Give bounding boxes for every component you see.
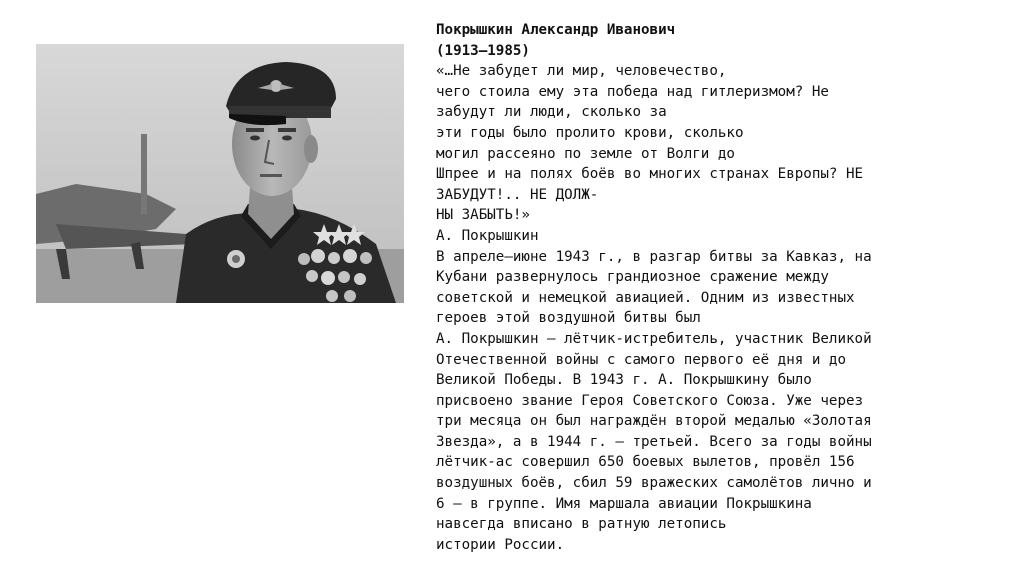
body-line: три месяца он был награждён второй медалью «Золотая bbox=[436, 413, 872, 430]
quote bbox=[436, 61, 996, 226]
quote-line: забудут ли люди, сколько за bbox=[436, 104, 667, 121]
quote-line: могил рассеяно по земле от Волги до bbox=[436, 145, 735, 162]
body-line: Кубани развернулось грандиозное сражение между bbox=[436, 269, 829, 286]
portrait-photo-icon bbox=[36, 44, 404, 303]
quote-line: «…Не забудет ли мир, человечество, bbox=[436, 63, 727, 80]
body-line: Великой Победы. В 1943 г. А. Покрышкину было bbox=[436, 372, 812, 389]
body-line: присвоено звание Героя Советского Союза. Уже через bbox=[436, 392, 864, 409]
body-line: героев этой воздушной битвы был bbox=[436, 310, 701, 327]
biography-text bbox=[436, 20, 996, 555]
body-line: советской и немецкой авиацией. Одним из известных bbox=[436, 289, 855, 306]
body-line: Звезда», а в 1944 г. — третьей. Всего за годы войны bbox=[436, 433, 872, 450]
portrait-photo bbox=[36, 44, 404, 303]
years: (1913—1985) bbox=[436, 42, 530, 59]
body-line: В апреле—июне 1943 г., в разгар битвы за Кавказ, на bbox=[436, 248, 872, 265]
body-line: воздушных боёв, сбил 59 вражеских самолётов лично и bbox=[436, 475, 872, 492]
body-line: 6 — в группе. Имя маршала авиации Покрышкина bbox=[436, 495, 812, 512]
body-line: А. Покрышкин — лётчик-истребитель, участник Великой bbox=[436, 330, 872, 347]
quote-line: ЗАБУДУТ!.. НЕ ДОЛЖ- bbox=[436, 186, 599, 203]
quote-author: А. Покрышкин bbox=[436, 227, 539, 244]
body-line: лётчик-ас совершил 650 боевых вылетов, провёл 156 bbox=[436, 454, 855, 471]
body-line: навсегда вписано в ратную летопись bbox=[436, 516, 727, 533]
quote-line: эти годы было пролито крови, сколько bbox=[436, 124, 744, 141]
title: Покрышкин Александр Иванович bbox=[436, 22, 676, 38]
quote-line: чего стоила ему эта победа над гитлеризмом? Не bbox=[436, 83, 829, 100]
body bbox=[436, 247, 996, 556]
body-line: Отечественной войны с самого первого её дня и до bbox=[436, 351, 846, 368]
quote-line: НЫ ЗАБЫТЬ!» bbox=[436, 207, 530, 224]
body-line: истории России. bbox=[436, 536, 565, 553]
quote-line: Шпрее и на полях боёв во многих странах Европы? НЕ bbox=[436, 166, 864, 183]
